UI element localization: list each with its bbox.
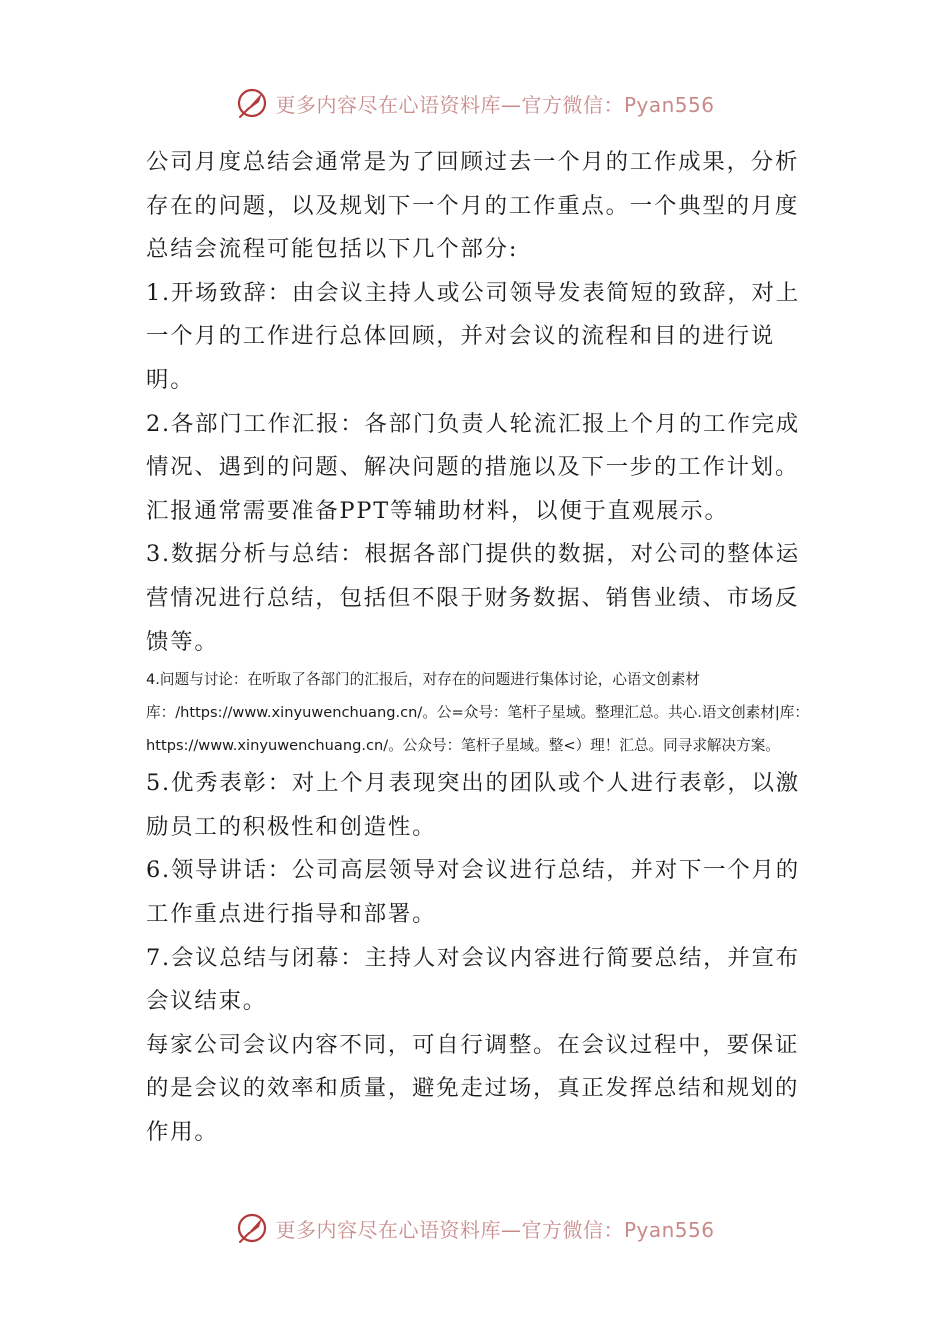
- paragraph-closing: 每家公司会议内容不同，可自行调整。在会议过程中，要保证的是会议的效率和质量，避免走过场，真正发挥总结和规划的作用。: [146, 1031, 800, 1145]
- paragraph-intro: 公司月度总结会通常是为了回顾过去一个月的工作成果，分析存在的问题，以及规划下一个月的工作重点。一个典型的月度总结会流程可能包括以下几个部分:: [146, 149, 800, 263]
- paragraph-item-5: 5.优秀表彰：对上个月表现突出的团队或个人进行表彰，以激励员工的积极性和创造性。: [146, 770, 800, 840]
- paragraph-item-3: 3.数据分析与总结：根据各部门提供的数据，对公司的整体运营情况进行总结，包括但不限于财务数据、销售业绩、市场反馈等。: [146, 541, 800, 655]
- paragraph-item-6: 6.领导讲话：公司高层领导对会议进行总结，并对下一个月的工作重点进行指导和部署。: [146, 857, 800, 928]
- header-banner-text: 更多内容尽在心语资料库—官方微信：Pyan556: [275, 92, 715, 117]
- paragraph-item-1: 1.开场致辞：由会议主持人或公司领导发表简短的致辞，对上一个月的工作进行总体回顾，并对会议的流程和目的进行说明。: [146, 279, 800, 393]
- paragraph-item-4: 4.问题与讨论：在听取了各部门的汇报后，对存在的问题进行集体讨论，心语文创素材库：/https://www.xinyuwenchuang.cn/。公=众号：笔杆子星域。整理汇总。共心.语文创素材|库：https://www.xinyuwenchuang.cn/。公众号：笔杆子星域。整<）理！汇总。同寻求解决方案。: [146, 671, 809, 754]
- footer-banner: [0, 1206, 950, 1250]
- quill-logo-icon: [235, 86, 269, 120]
- paragraph-item-7: 7.会议总结与闭幕：主持人对会议内容进行简要总结，并宣布会议结束。: [146, 944, 800, 1015]
- footer-banner-text: 更多内容尽在心语资料库—官方微信：Pyan556: [275, 1217, 715, 1242]
- document-body: [146, 141, 811, 1155]
- quill-logo-icon: [235, 1211, 269, 1245]
- header-banner: [0, 81, 950, 125]
- paragraph-item-2: 2.各部门工作汇报：各部门负责人轮流汇报上个月的工作完成情况、遇到的问题、解决问题的措施以及下一步的工作计划。汇报通常需要准备PPT等辅助材料，以便于直观展示。: [146, 410, 800, 524]
